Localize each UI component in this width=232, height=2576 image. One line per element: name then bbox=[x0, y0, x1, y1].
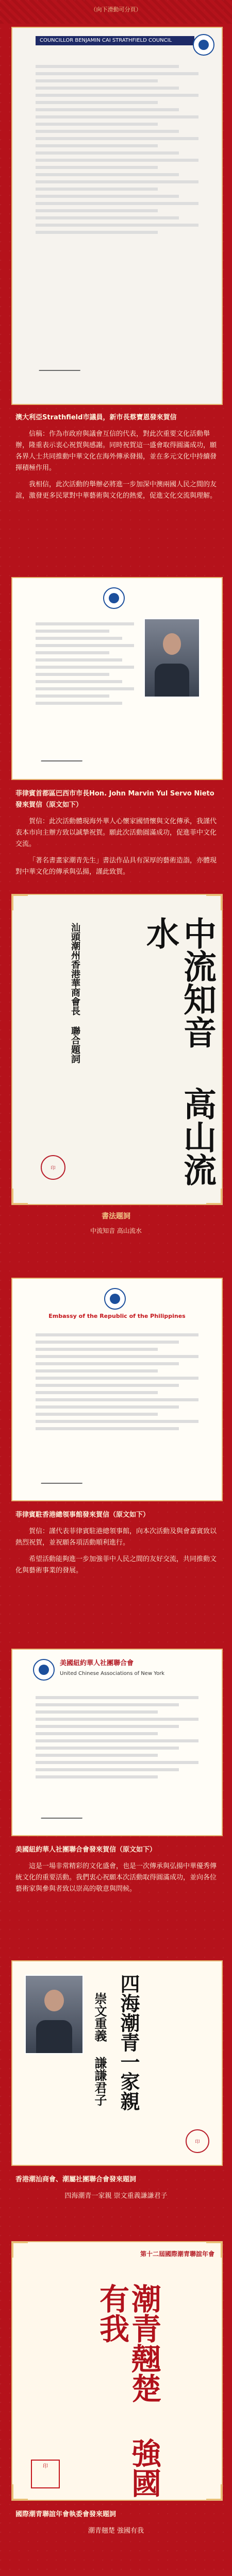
caption2-line-2: 賀信：此次活動體現海外華人心懷家國情懷與文化傳承，我謹代表本市向主辦方致以誠摯祝賀。願此次活動圓滿成功，促進菲中文化交流。 bbox=[15, 818, 217, 848]
calligraphy-footer-title: 書法題詞 bbox=[102, 1212, 130, 1221]
caption4-line-2: 賀信：謹代表菲律賓駐港總領事館，向本次活動及與會嘉賓致以熱烈祝賀，並祝願各項活動順利進行。 bbox=[15, 1528, 217, 1547]
city-seal-icon bbox=[103, 587, 125, 609]
scroll-notice: （向下滑動可分頁） bbox=[90, 6, 142, 13]
letter-panel-ny-associations bbox=[11, 1649, 223, 1836]
red-seal-icon: 印 bbox=[41, 1155, 65, 1180]
dedication-panel-international bbox=[11, 2241, 223, 2501]
letter-panel-strathfield bbox=[11, 27, 223, 405]
caption5-line-2: 這是一場非常精彩的文化盛會，也是一次傳承與弘揚中華優秀傳統文化的重要活動。我們衷心祝願本次活動取得圓滿成功，並向各位藝術家與參與者致以崇高的敬意與問候。 bbox=[15, 1862, 217, 1893]
signature-mark-4 bbox=[41, 1471, 85, 1484]
caption-section7 bbox=[15, 2509, 217, 2542]
association-english-name: United Chinese Associations of New York bbox=[60, 1671, 165, 1676]
caption-section5 bbox=[15, 1844, 217, 1900]
dedication-calligraphy-2: 崇文重義 謙謙君子 bbox=[92, 1992, 107, 2106]
red-seal-icon-2: 印 bbox=[186, 2129, 209, 2153]
caption-line-2: 信稿：作為市政府與議會互信的代表，對此次重要文化活動舉辦，隆重表示衷心祝賀與感謝。同時祝賀這一盛會取得圓滿成功，願各界人士共同推動中華文化在海外傳承發揚，並在多元文化中持續發揮積極作用。 bbox=[15, 430, 217, 472]
letter-panel-pasay bbox=[11, 577, 223, 780]
caption4-line-3: 希望活動能夠進一步加強菲中人民之間的友好交流，共同推動文化與藝術事業的發展。 bbox=[15, 1555, 217, 1574]
signature-mark bbox=[39, 359, 82, 371]
calligraphy-side-text: 汕頭潮州香港華商會長 聯合題詞 bbox=[70, 923, 80, 1063]
letter-text-lines-4 bbox=[36, 1329, 198, 1480]
letter-text-lines bbox=[36, 61, 198, 383]
letter-panel-philippines-consulate bbox=[11, 1278, 223, 1501]
embassy-name: Embassy of the Republic of the Philippines bbox=[48, 1313, 186, 1319]
dedication-calligraphy-3: 潮青翹楚 強國有我 bbox=[94, 2283, 161, 2498]
caption2-line-1: 菲律賓首都區巴西市市長Hon. John Marvin Yul Servo Nieto發來賀信（原文如下） bbox=[15, 790, 214, 809]
conference-title: 第十二屆國際潮青聯誼年會 bbox=[140, 2250, 215, 2258]
caption7-line-2: 潮青翹楚 強國有我 bbox=[88, 2527, 144, 2535]
guest-photo bbox=[25, 1975, 84, 2054]
letterhead-title: COUNCILLOR BENJAMIN CAI STRATHFIELD COUNCIL bbox=[36, 36, 194, 45]
caption-section6 bbox=[15, 2174, 217, 2207]
caption6-line-1: 香港潮汕商會、潮屬社團聯合會發來題詞 bbox=[15, 2176, 137, 2183]
letter-text-lines-5 bbox=[36, 1692, 198, 1815]
caption-line-3: 我相信，此次活動的舉辦必將進一步加深中澳兩國人民之間的友誼，激發更多民眾對中華藝術與文化的熱愛，促進文化交流與理解。 bbox=[15, 481, 217, 500]
signature-mark-5 bbox=[41, 1806, 85, 1819]
caption-section2 bbox=[15, 788, 217, 883]
caption-section4 bbox=[15, 1510, 217, 1582]
caption4-line-1: 菲律賓駐香港總領事館發來賀信（原文如下） bbox=[15, 1511, 150, 1519]
calligraphy-main: 中流知音 高山流水 bbox=[141, 917, 217, 1186]
calligraphy-panel-1 bbox=[11, 894, 223, 1205]
caption-section1 bbox=[15, 412, 217, 507]
council-logo-icon bbox=[193, 34, 214, 56]
embassy-emblem-icon bbox=[104, 1288, 126, 1310]
signature-mark-2 bbox=[41, 749, 85, 761]
caption-line-1: 澳大利亞Strathfield市議員，新市長蔡寶恩發來賀信 bbox=[15, 414, 177, 421]
caption6-line-2: 四海潮青一家親 崇文重義謙謙君子 bbox=[64, 2192, 168, 2200]
caption7-line-1: 國際潮青聯誼年會執委會發來題詞 bbox=[15, 2511, 117, 2518]
association-logo-icon bbox=[33, 1659, 55, 1681]
calligraphy-footer-subtitle: 中流知音 高山流水 bbox=[90, 1227, 142, 1234]
dedication-panel-hongkong bbox=[11, 1960, 223, 2166]
dedication-calligraphy-1: 四海潮青一家親 bbox=[117, 1974, 140, 2111]
caption2-line-3: 「著名書畫家潮青先生」書法作品具有深厚的藝術造詣，亦體現對中華文化的傳承與弘揚，謹此致賀。 bbox=[15, 857, 217, 876]
mayor-photo bbox=[144, 618, 200, 698]
association-name: 美國紐約華人社團聯合會 bbox=[60, 1659, 134, 1667]
caption5-line-1: 美國紐約華人社團聯合會發來賀信（原文如下） bbox=[15, 1846, 157, 1854]
letter-text-lines-2 bbox=[36, 618, 134, 758]
stamp-seal: 印 bbox=[31, 2460, 60, 2488]
